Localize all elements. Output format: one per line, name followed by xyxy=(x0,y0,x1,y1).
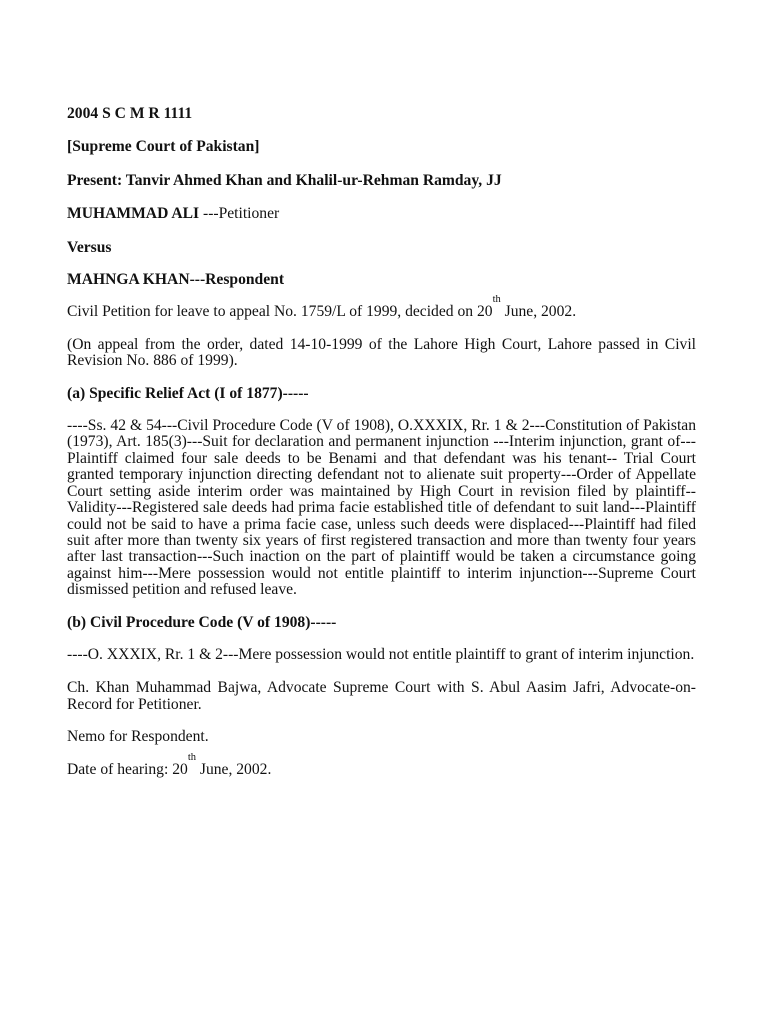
petition-details xyxy=(67,294,696,321)
heading-a: (a) Specific Relief Act (I of 1877)----- xyxy=(67,384,309,402)
counsel-for-petitioner: Ch. Khan Muhammad Bajwa, Advocate Supreme Court with S. Abul Aasim Jafri, Advocate-on-Record for Petitioner. xyxy=(67,679,696,713)
present-judges: Present: Tanvir Ahmed Khan and Khalil-ur-Rehman Ramday, JJ xyxy=(67,171,502,189)
hearing-text-end: June, 2002. xyxy=(195,760,272,778)
heading-b: (b) Civil Procedure Code (V of 1908)----- xyxy=(67,613,337,631)
hearing-date-suffix: th xyxy=(187,751,196,763)
respondent-line: MAHNGA KHAN---Respondent xyxy=(67,271,285,289)
petition-date-suffix: th xyxy=(492,294,501,306)
petitioner-role: ---Petitioner xyxy=(199,205,280,223)
petition-text-end: June, 2002. xyxy=(500,303,577,321)
citation: 2004 S C M R 1111 xyxy=(67,105,193,122)
hearing-text: Date of hearing: 20 xyxy=(67,760,188,778)
appeal-from: (On appeal from the order, dated 14-10-1999 of the Lahore High Court, Lahore passed in Civil Revision No. 886 of 1999). xyxy=(67,335,696,370)
court-name: [Supreme Court of Pakistan] xyxy=(67,138,260,156)
petition-text: Civil Petition for leave to appeal No. 1759/L of 1999, decided on 20 xyxy=(67,303,493,321)
petitioner-name: MUHAMMAD ALI xyxy=(67,205,200,223)
hearing-date xyxy=(67,751,696,778)
judgment-page xyxy=(67,106,696,778)
headnote-a: ----Ss. 42 & 54---Civil Procedure Code (V of 1908), O.XXXIX, Rr. 1 & 2---Constitution of Pakistan (1973), Art. 185(3)---Suit for declaration and permanent injunction ---Interim injunction, grant of---Plaintiff claimed four sale deeds to be Benami and that defendant was his tenant-- Trial Court granted temporary injunction directing defendant not to alienate suit property---Order of Appellate Court setting aside interim order was maintained by High Court in revision filed by plaintiff-- Validity---Registered sale deeds had prima facie established title of defendant to suit land---Plaintiff could not be said to have a prima facie case, unless such deeds were displaced---Plaintiff had filed suit after more than twenty six years of first registered transaction and more than twenty four years after last transaction---Such inaction on the part of plaintiff would be taken a circumstance going against him---Mere possession would not entitle plaintiff to interim injunction---Supreme Court dismissed petition and refused leave. xyxy=(67,417,696,599)
respondent-counsel: Nemo for Respondent. xyxy=(67,728,209,746)
versus: Versus xyxy=(67,238,112,256)
headnote-b: ----O. XXXIX, Rr. 1 & 2---Mere possession would not entitle plaintiff to grant of interim injunction. xyxy=(67,645,695,663)
petitioner-line xyxy=(67,206,696,222)
